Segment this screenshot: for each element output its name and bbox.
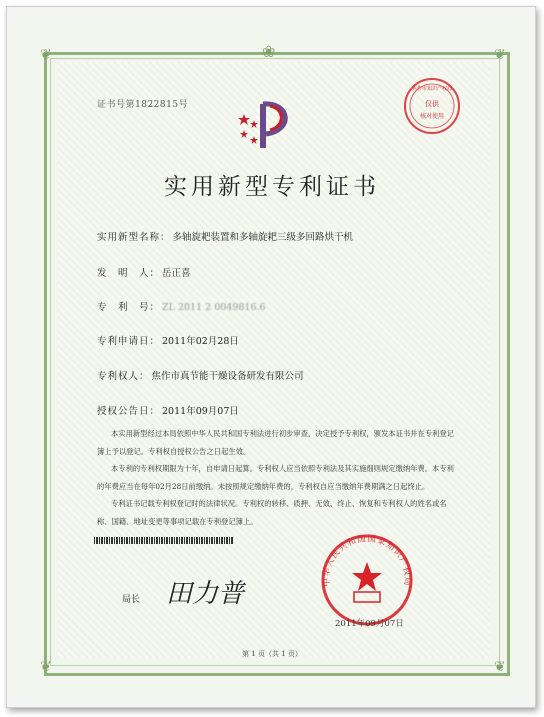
svg-text:仅供: 仅供: [425, 100, 439, 108]
field-label: 授权公告日：: [97, 406, 161, 417]
top-ornament-icon: ❀: [262, 42, 276, 61]
page-footer: 第 1 页（共 1 页）: [242, 650, 302, 658]
certificate-number: 证书号第1822815号: [97, 100, 189, 110]
field-grant-date: [97, 403, 239, 417]
body-paragraph: 本实用新型经过本局依照中华人民共和国专利法进行初步审查，决定授予专利权，颁发本证书并在专利登记簿上予以登记。专利权自授权公告之日起生效。: [97, 429, 454, 456]
corner-ornament-icon: ❦: [494, 47, 506, 63]
svg-text:田力普: 田力普: [166, 579, 245, 609]
field-utility-name: [97, 229, 353, 243]
svg-text:中华人民共和国国家知识产权局: 中华人民共和国国家知识产权局: [321, 534, 413, 587]
field-label: 专利权人：: [97, 371, 150, 382]
field-value: 2011年02月28日: [162, 336, 239, 347]
svg-text:焦作市知识产权局: 焦作市知识产权局: [411, 86, 453, 92]
field-filing-date: [97, 333, 239, 347]
field-label: 专利申请日：: [97, 336, 161, 347]
field-label: 专 利 号：: [97, 302, 161, 313]
field-patent-number: [97, 299, 266, 313]
corner-ornament-icon: ❦: [40, 659, 52, 675]
field-value: 2011年09月07日: [162, 406, 239, 417]
patent-office-logo-icon: [230, 94, 300, 156]
certificate-body-text: [97, 425, 459, 530]
field-value: 多轴旋耙装置和多轴旋耙三级多回路烘干机: [172, 232, 354, 243]
field-label: 实用新型名称：: [97, 232, 171, 243]
certificate-title: 实用新型专利证书: [164, 174, 380, 200]
field-label: 发 明 人：: [97, 268, 161, 279]
corner-ornament-icon: ❦: [494, 659, 506, 675]
field-value: 岳正喜: [162, 268, 191, 279]
corner-ornament-icon: ❦: [40, 47, 52, 63]
seal-date: 2011年09月07日: [335, 619, 404, 629]
field-value: 焦作市真节能干燥设备研发有限公司: [151, 371, 304, 382]
field-value: ZL 2011 2 0049816.6: [162, 302, 266, 313]
field-inventor: [97, 265, 191, 279]
director-signature: [162, 570, 272, 612]
director-label: 局长: [122, 595, 141, 605]
body-paragraph: 专利证书记载专利权登记时的法律状况。专利权的转移、质押、无效、终止、恢复和专利权人的姓名或名称、国籍、地址变更等事项记载在专利登记簿上。: [97, 499, 447, 526]
svg-text:核对使用: 核对使用: [419, 113, 445, 120]
field-patentee: [97, 368, 304, 382]
barcode: [94, 537, 234, 544]
body-paragraph: 本专利的专利权期限为十年，自申请日起算。专利权人应当依照专利法及其实施细则规定缴纳年费。本专利的年费应当在每年02月28日前缴纳。未按照规定缴纳年费的，专利权自应当缴纳年费期满之日起终止。: [97, 464, 454, 491]
reference-stamp: [401, 76, 463, 136]
